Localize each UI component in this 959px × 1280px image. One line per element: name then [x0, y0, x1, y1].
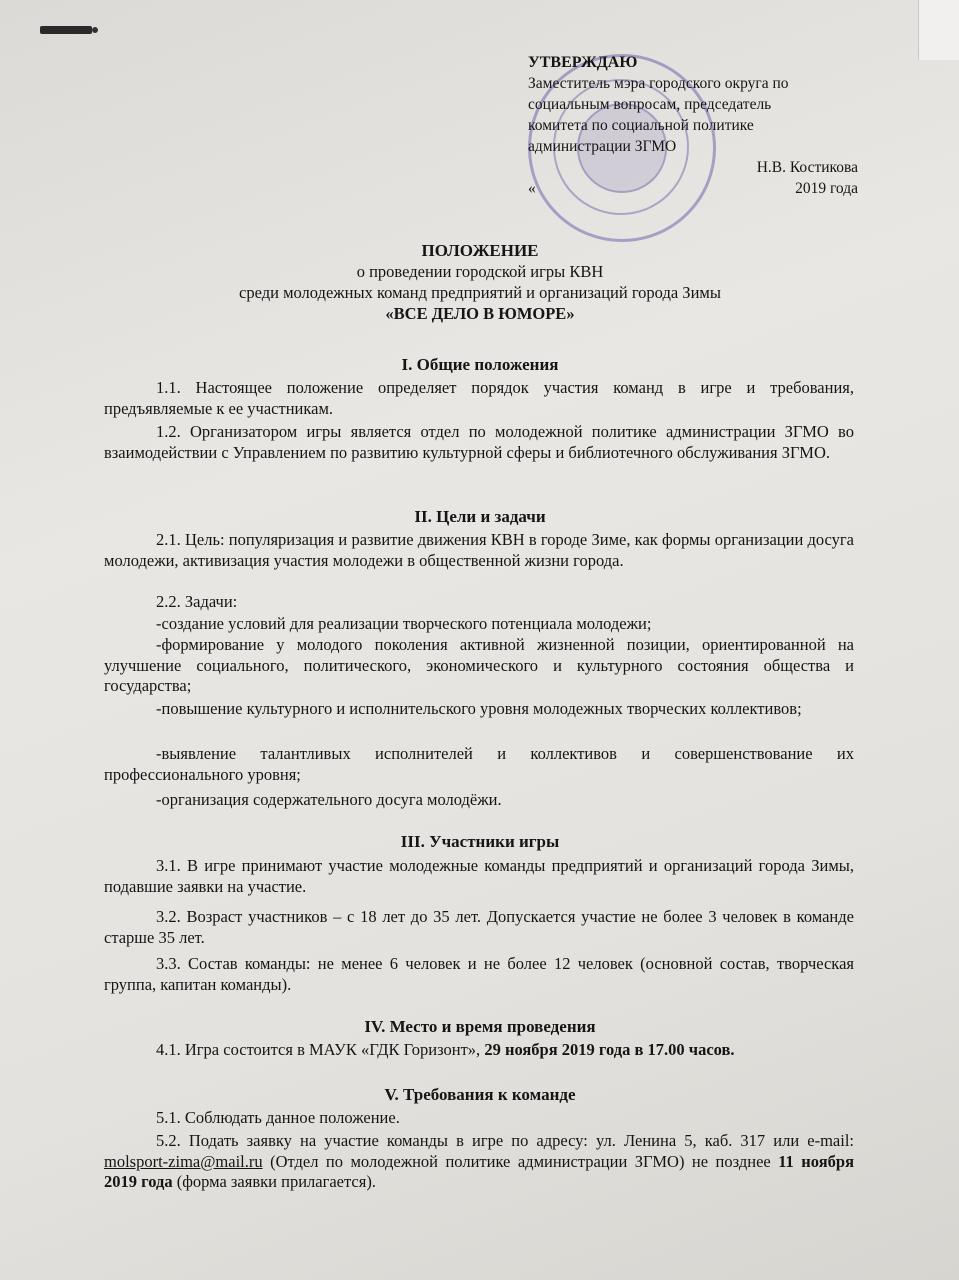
application-address: 5.2. Подать заявку на участие команды в игре по адресу: ул. Ленина 5, каб. 317 или e-mail:	[156, 1131, 854, 1150]
paragraph-3-3: 3.3. Состав команды: не менее 6 человек и не более 12 человек (основной состав, творческая группа, капитан команды).	[104, 954, 854, 994]
title-game-name: «ВСЕ ДЕЛО В ЮМОРЕ»	[385, 304, 575, 323]
date-open-quote: «	[528, 180, 536, 197]
event-date: 29 ноября 2019 года в 17.00 часов.	[484, 1040, 735, 1059]
venue-text: 4.1. Игра состоится в МАУК «ГДК Горизонт»,	[156, 1040, 485, 1059]
section-heading-place-time: IV. Место и время проведения	[364, 1017, 596, 1036]
title-main: ПОЛОЖЕНИЕ	[421, 241, 539, 260]
binder-clip-dot	[92, 27, 98, 33]
task-item: -создание условий для реализации творческого потенциала молодежи;	[156, 614, 652, 633]
approval-block	[528, 52, 858, 199]
approval-heading: УТВЕРЖДАЮ	[528, 54, 638, 71]
date-year: 2019 года	[795, 180, 858, 197]
task-item: -выявление талантливых исполнителей и коллективов и совершенствование их профессионального уровня;	[104, 744, 854, 784]
title-audience: среди молодежных команд предприятий и организаций города Зимы	[239, 283, 721, 302]
background-sheet	[918, 0, 959, 60]
section-heading-requirements: V. Требования к команде	[384, 1085, 576, 1104]
paragraph-2-2: 2.2. Задачи:	[156, 592, 238, 611]
paragraph-3-1: 3.1. В игре принимают участие молодежные команды предприятий и организаций города Зимы, подавшие заявки на участие.	[104, 856, 854, 896]
approval-line: Заместитель мэра городского округа по	[528, 75, 789, 92]
application-org: (Отдел по молодежной политике администрации ЗГМО) не позднее	[262, 1151, 779, 1171]
paragraph-1-1: 1.1. Настоящее положение определяет порядок участия команд в игре и требования, предъявляемые к ее участникам.	[104, 378, 854, 418]
paragraph-4-1	[104, 1040, 854, 1061]
email-link[interactable]: molsport-zima@mail.ru	[104, 1151, 263, 1171]
signer-name: Н.В. Костикова	[756, 159, 858, 176]
signature-line	[528, 157, 532, 178]
paragraph-5-1: 5.1. Соблюдать данное положение.	[156, 1108, 400, 1127]
approval-line: администрации ЗГМО	[528, 138, 677, 155]
application-note: (форма заявки прилагается).	[172, 1172, 376, 1191]
paragraph-1-2: 1.2. Организатором игры является отдел по молодежной политике администрации ЗГМО во взаимодействии с Управлением по развитию культурной сферы и библиотечного обслуживания ЗГМО.	[104, 422, 854, 462]
title-subject: о проведении городской игры КВН	[356, 262, 604, 281]
paragraph-5-2	[104, 1131, 854, 1193]
approval-line: комитета по социальной политике	[528, 117, 754, 134]
paragraph-3-2: 3.2. Возраст участников – с 18 лет до 35 лет. Допускается участие не более 3 человек в команде старше 35 лет.	[104, 907, 854, 947]
signature-row	[528, 157, 858, 178]
task-item: -организация содержательного досуга молодёжи.	[156, 790, 502, 809]
section-heading-general: I. Общие положения	[401, 355, 559, 374]
section-heading-participants: III. Участники игры	[400, 832, 560, 851]
binder-clip	[40, 26, 92, 34]
application-deadline: 11 ноября 2019 года	[104, 1151, 854, 1191]
paragraph-2-1: 2.1. Цель: популяризация и развитие движения КВН в городе Зиме, как формы организации досуга молодежи, активизация участия молодежи в общественной жизни города.	[104, 530, 854, 570]
approval-line: социальным вопросам, председатель	[528, 96, 772, 113]
task-item: -формирование у молодого поколения активной жизненной позиции, ориентированной на улучшение социального, политического, экономического и культурного состояния общества и государства;	[104, 635, 854, 695]
date-row	[528, 178, 858, 199]
section-heading-goals: II. Цели и задачи	[414, 507, 546, 526]
document-title	[100, 240, 860, 324]
task-item: -повышение культурного и исполнительского уровня молодежных творческих коллективов;	[156, 699, 802, 718]
